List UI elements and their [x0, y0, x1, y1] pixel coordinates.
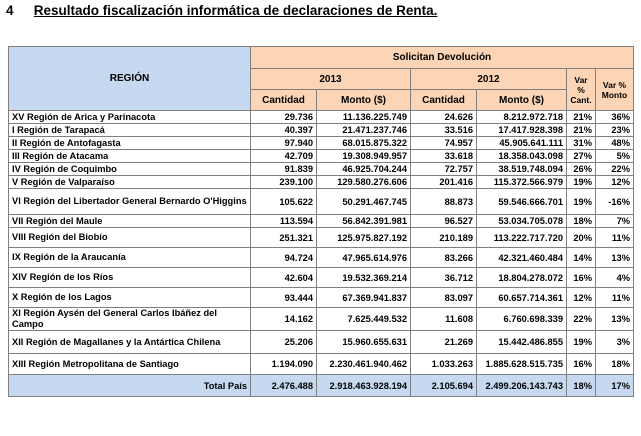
monto12-cell: 1.885.628.515.735	[477, 354, 567, 375]
var-monto-cell: 22%	[596, 163, 634, 176]
var-monto-cell: 36%	[596, 111, 634, 124]
region-name-cell: VIII Región del Biobío	[9, 228, 251, 248]
document-heading	[6, 3, 437, 23]
cant13-cell: 42.604	[251, 268, 317, 288]
table-row	[9, 176, 634, 189]
group-header: Solicitan Devolución	[251, 47, 634, 69]
monto12-cell: 15.442.486.855	[477, 331, 567, 354]
var-monto-header: Var % Monto	[596, 69, 634, 111]
monto12-cell: 113.222.717.720	[477, 228, 567, 248]
table-row	[9, 248, 634, 268]
region-name-cell: IX Región de la Araucanía	[9, 248, 251, 268]
cant12-cell: 33.516	[411, 124, 477, 137]
cant13-cell: 91.839	[251, 163, 317, 176]
cant13-cell: 97.940	[251, 137, 317, 150]
cantidad-2013-header: Cantidad	[251, 90, 317, 111]
var-cant-cell: 22%	[567, 308, 596, 331]
cant13-cell: 113.594	[251, 215, 317, 228]
total-var-monto-cell: 17%	[596, 375, 634, 397]
monto12-cell: 17.417.928.398	[477, 124, 567, 137]
section-number: 4	[6, 3, 14, 18]
cant13-cell: 14.162	[251, 308, 317, 331]
monto13-cell: 19.532.369.214	[317, 268, 411, 288]
cant13-cell: 94.724	[251, 248, 317, 268]
monto-2013-header: Monto ($)	[317, 90, 411, 111]
region-name-cell: IV Región de Coquimbo	[9, 163, 251, 176]
cant13-cell: 251.321	[251, 228, 317, 248]
var-cant-cell: 27%	[567, 150, 596, 163]
monto13-cell: 15.960.655.631	[317, 331, 411, 354]
table-row	[9, 354, 634, 375]
var-monto-cell: 3%	[596, 331, 634, 354]
monto12-cell: 45.905.641.111	[477, 137, 567, 150]
table-row	[9, 308, 634, 331]
cant13-cell: 239.100	[251, 176, 317, 189]
table-row	[9, 228, 634, 248]
var-cant-cell: 19%	[567, 176, 596, 189]
monto13-cell: 19.308.949.957	[317, 150, 411, 163]
table-row	[9, 137, 634, 150]
var-cant-cell: 16%	[567, 268, 596, 288]
region-name-cell: X Región de los Lagos	[9, 288, 251, 308]
monto13-cell: 67.369.941.837	[317, 288, 411, 308]
cant13-cell: 29.736	[251, 111, 317, 124]
refund-table	[8, 46, 634, 397]
var-cant-cell: 20%	[567, 228, 596, 248]
cant13-cell: 42.709	[251, 150, 317, 163]
var-cant-cell: 19%	[567, 331, 596, 354]
cant12-cell: 72.757	[411, 163, 477, 176]
region-name-cell: XII Región de Magallanes y la Antártica Chilena	[9, 331, 251, 354]
table-row	[9, 331, 634, 354]
var-monto-cell: 4%	[596, 268, 634, 288]
monto13-cell: 56.842.391.981	[317, 215, 411, 228]
cant12-cell: 96.527	[411, 215, 477, 228]
table-row	[9, 288, 634, 308]
cant12-cell: 21.269	[411, 331, 477, 354]
year-2013-header: 2013	[251, 69, 411, 90]
total-cant13-cell: 2.476.488	[251, 375, 317, 397]
monto12-cell: 42.321.460.484	[477, 248, 567, 268]
var-monto-cell: 13%	[596, 308, 634, 331]
table-row	[9, 124, 634, 137]
monto13-cell: 125.975.827.192	[317, 228, 411, 248]
region-name-cell: XIV Región de los Ríos	[9, 268, 251, 288]
monto12-cell: 53.034.705.078	[477, 215, 567, 228]
monto12-cell: 8.212.972.718	[477, 111, 567, 124]
var-cant-cell: 14%	[567, 248, 596, 268]
monto13-cell: 46.925.704.244	[317, 163, 411, 176]
cant12-cell: 33.618	[411, 150, 477, 163]
total-cant12-cell: 2.105.694	[411, 375, 477, 397]
cant13-cell: 105.622	[251, 189, 317, 215]
cant12-cell: 210.189	[411, 228, 477, 248]
var-cant-cell: 19%	[567, 189, 596, 215]
cant13-cell: 93.444	[251, 288, 317, 308]
cant12-cell: 11.608	[411, 308, 477, 331]
cant12-cell: 201.416	[411, 176, 477, 189]
monto12-cell: 38.519.748.094	[477, 163, 567, 176]
cantidad-2012-header: Cantidad	[411, 90, 477, 111]
monto13-cell: 21.471.237.746	[317, 124, 411, 137]
cant12-cell: 36.712	[411, 268, 477, 288]
monto13-cell: 129.580.276.606	[317, 176, 411, 189]
total-monto12-cell: 2.499.206.143.743	[477, 375, 567, 397]
cant12-cell: 83.097	[411, 288, 477, 308]
var-cant-cell: 18%	[567, 215, 596, 228]
var-cant-cell: 21%	[567, 111, 596, 124]
var-cant-cell: 31%	[567, 137, 596, 150]
monto12-cell: 60.657.714.361	[477, 288, 567, 308]
cant12-cell: 88.873	[411, 189, 477, 215]
region-name-cell: V Región de Valparaíso	[9, 176, 251, 189]
cant13-cell: 25.206	[251, 331, 317, 354]
monto12-cell: 59.546.666.701	[477, 189, 567, 215]
cant12-cell: 24.626	[411, 111, 477, 124]
cant12-cell: 83.266	[411, 248, 477, 268]
section-title: Resultado fiscalización informática de declaraciones de Renta.	[33, 3, 438, 18]
table-row	[9, 215, 634, 228]
monto13-cell: 11.136.225.749	[317, 111, 411, 124]
var-monto-cell: 12%	[596, 176, 634, 189]
monto13-cell: 68.015.875.322	[317, 137, 411, 150]
var-monto-cell: 48%	[596, 137, 634, 150]
region-name-cell: VI Región del Libertador General Bernardo O'Higgins	[9, 189, 251, 215]
table-row	[9, 268, 634, 288]
cant12-cell: 74.957	[411, 137, 477, 150]
monto12-cell: 6.760.698.339	[477, 308, 567, 331]
var-cant-cell: 16%	[567, 354, 596, 375]
var-monto-cell: 5%	[596, 150, 634, 163]
monto12-cell: 115.372.566.979	[477, 176, 567, 189]
total-monto13-cell: 2.918.463.928.194	[317, 375, 411, 397]
region-name-cell: II Región de Antofagasta	[9, 137, 251, 150]
monto12-cell: 18.804.278.072	[477, 268, 567, 288]
var-monto-cell: 11%	[596, 288, 634, 308]
var-cant-header: Var % Cant.	[567, 69, 596, 111]
table-row	[9, 111, 634, 124]
monto13-cell: 7.625.449.532	[317, 308, 411, 331]
monto13-cell: 47.965.614.976	[317, 248, 411, 268]
monto13-cell: 50.291.467.745	[317, 189, 411, 215]
region-name-cell: XIII Región Metropolitana de Santiago	[9, 354, 251, 375]
var-cant-cell: 21%	[567, 124, 596, 137]
region-name-cell: XV Región de Arica y Parinacota	[9, 111, 251, 124]
year-2012-header: 2012	[411, 69, 567, 90]
var-monto-cell: 18%	[596, 354, 634, 375]
total-row	[9, 375, 634, 397]
monto13-cell: 2.230.461.940.462	[317, 354, 411, 375]
var-cant-cell: 12%	[567, 288, 596, 308]
var-monto-cell: 13%	[596, 248, 634, 268]
monto12-cell: 18.358.043.098	[477, 150, 567, 163]
region-name-cell: XI Región Aysén del General Carlos Ibáñez del Campo	[9, 308, 251, 331]
var-monto-cell: 23%	[596, 124, 634, 137]
total-label: Total País	[9, 375, 251, 397]
monto-2012-header: Monto ($)	[477, 90, 567, 111]
var-monto-cell: 7%	[596, 215, 634, 228]
total-var-cant-cell: 18%	[567, 375, 596, 397]
var-monto-cell: -16%	[596, 189, 634, 215]
table-row	[9, 150, 634, 163]
table-row	[9, 189, 634, 215]
var-monto-cell: 11%	[596, 228, 634, 248]
var-cant-cell: 26%	[567, 163, 596, 176]
table-row	[9, 163, 634, 176]
cant13-cell: 40.397	[251, 124, 317, 137]
cant12-cell: 1.033.263	[411, 354, 477, 375]
region-header: REGIÓN	[9, 47, 251, 111]
region-name-cell: III Región de Atacama	[9, 150, 251, 163]
cant13-cell: 1.194.090	[251, 354, 317, 375]
region-name-cell: I Región de Tarapacá	[9, 124, 251, 137]
region-name-cell: VII Región del Maule	[9, 215, 251, 228]
